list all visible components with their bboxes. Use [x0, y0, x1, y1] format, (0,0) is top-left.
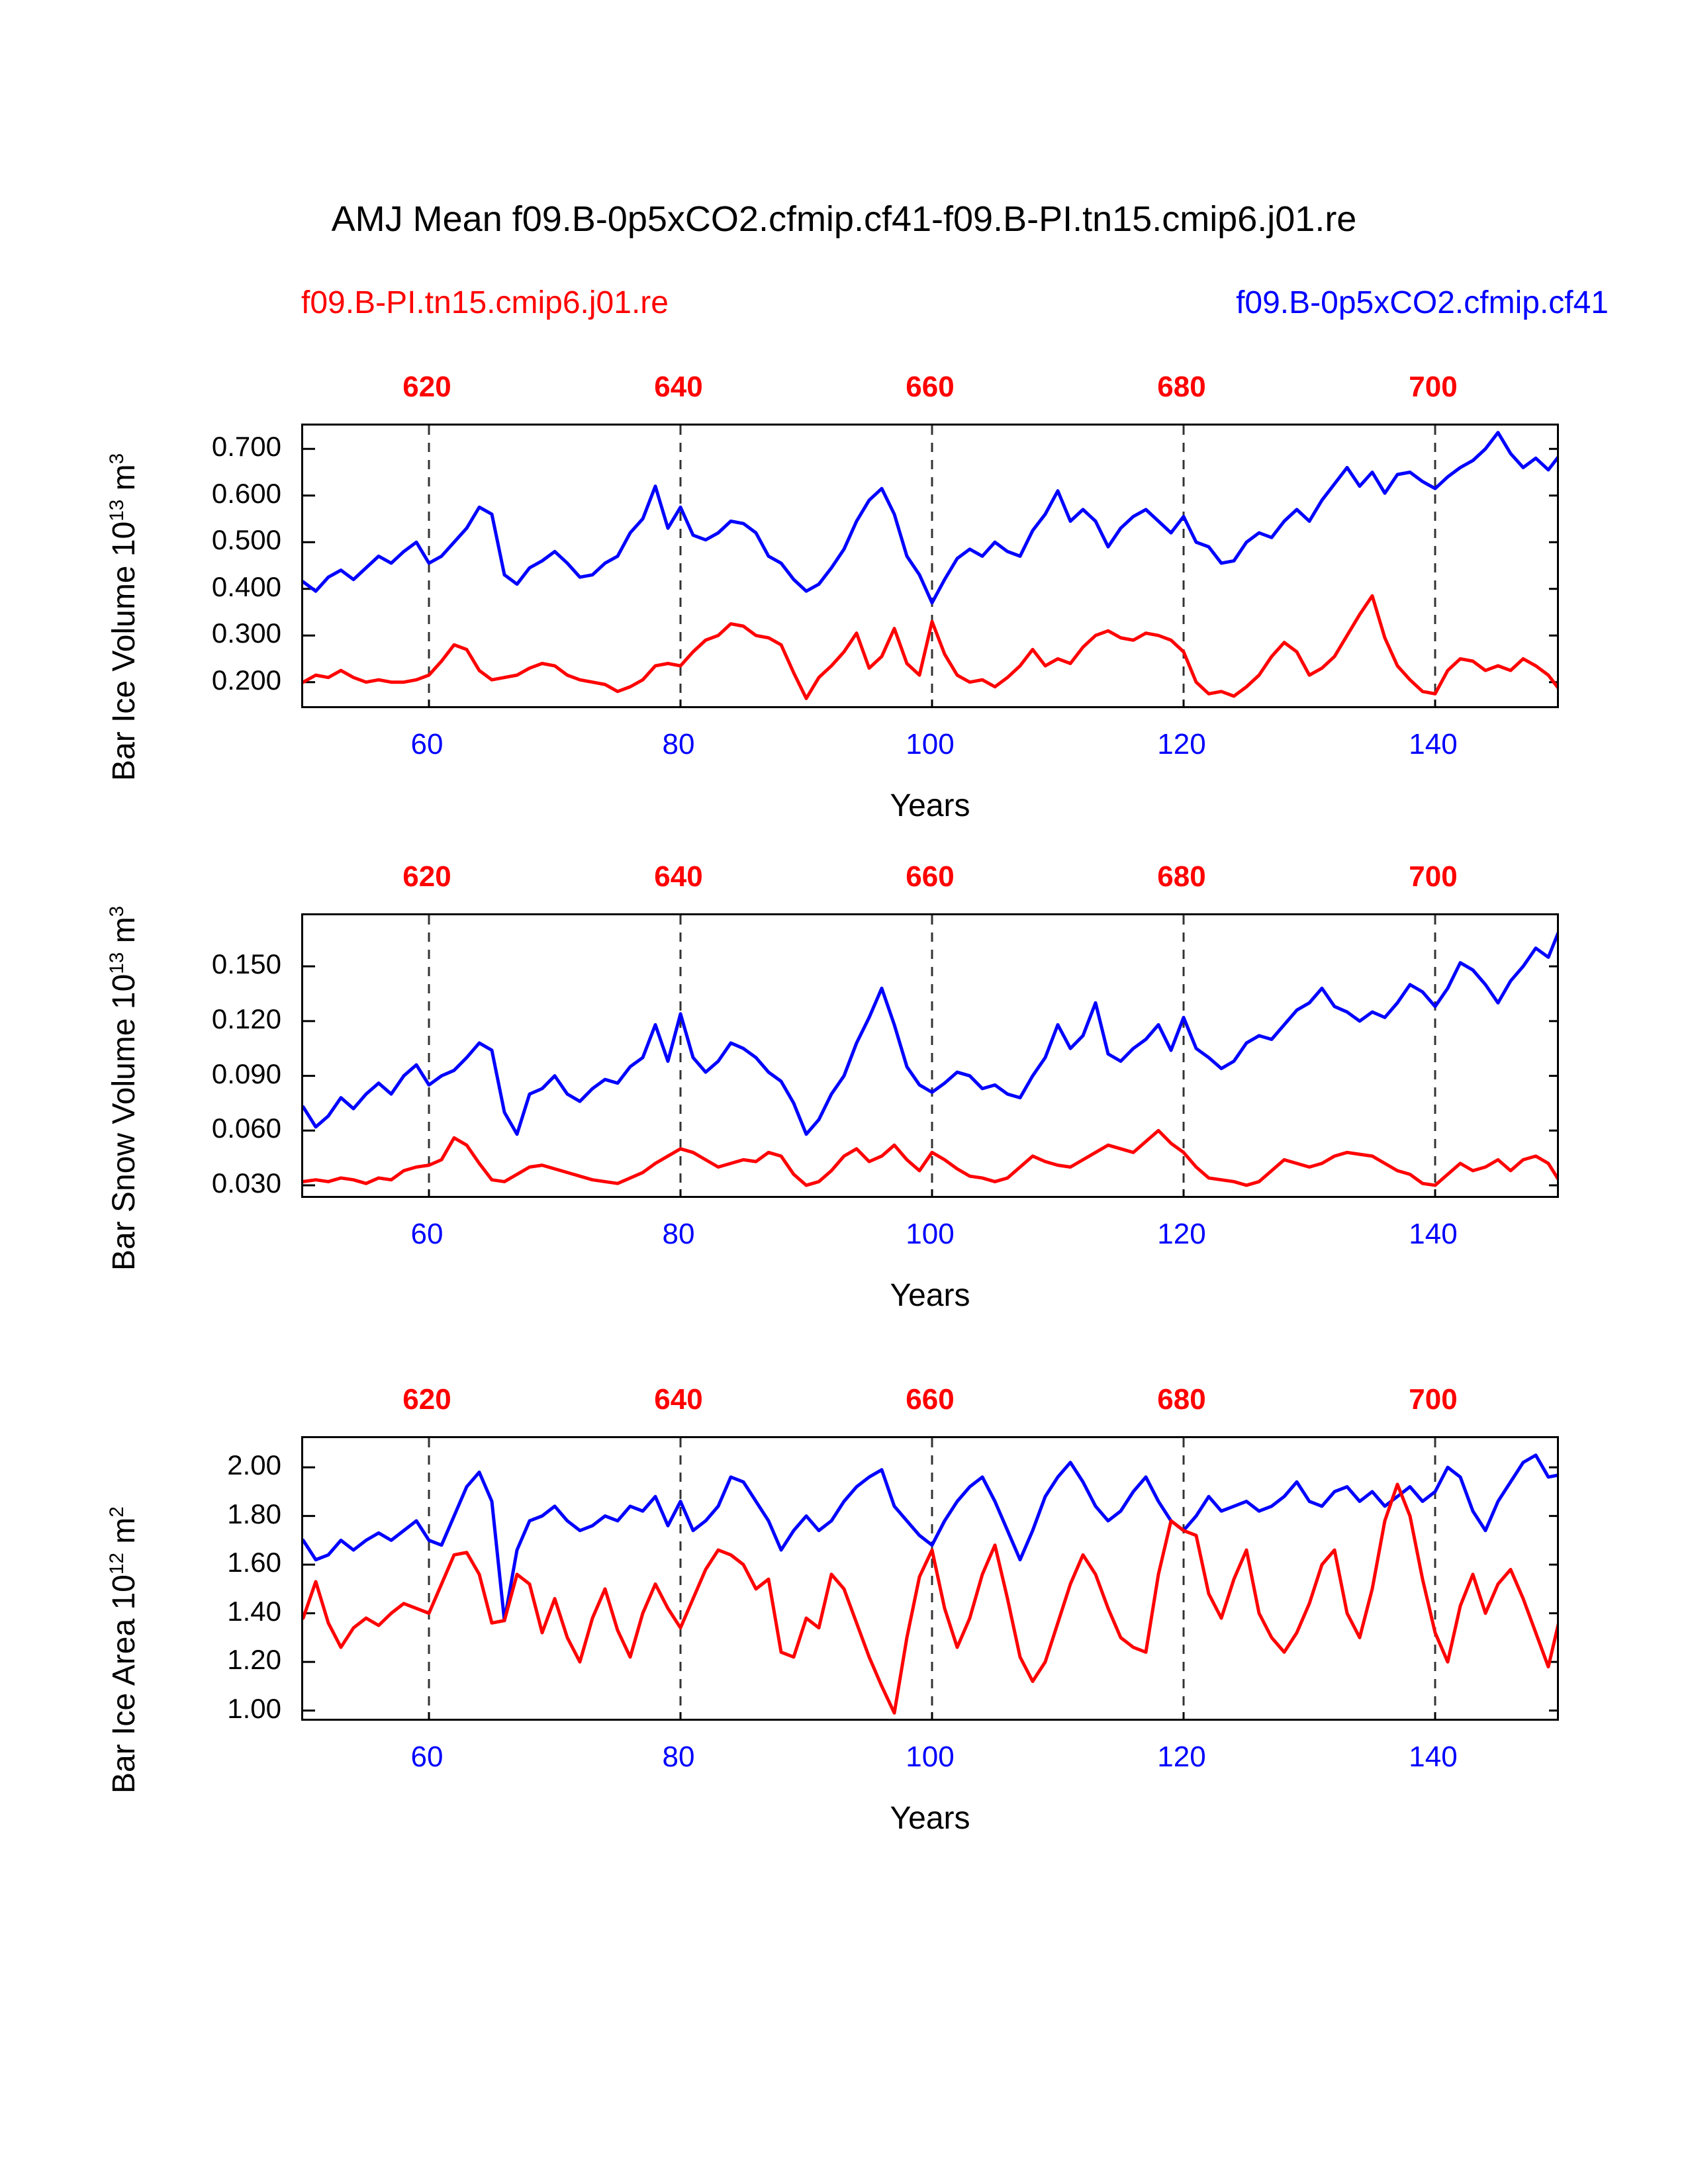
bottom-axis-tick-label: 120 [1157, 1218, 1206, 1250]
y-axis-title: Bar Ice Area $10^{12}$ $m^2$ [106, 1506, 142, 1794]
plot-area [301, 1436, 1559, 1721]
page-title: AMJ Mean f09.B-0p5xCO2.cfmip.cf41-f09.B-PI.tn15.cmip6.j01.re [331, 199, 1357, 239]
y-axis-tick-label: 0.060 [211, 1113, 281, 1144]
x-axis-title: Years [890, 1278, 970, 1313]
legend-label-red: f09.B-PI.tn15.cmip6.j01.re [301, 285, 669, 320]
top-axis-tick-label: 660 [906, 1383, 955, 1416]
top-axis-tick-label: 700 [1409, 860, 1458, 893]
x-axis-title: Years [890, 788, 970, 823]
bottom-axis-tick-label: 120 [1157, 728, 1206, 760]
bottom-axis-tick-label: 140 [1409, 1741, 1458, 1773]
bottom-axis-tick-label: 80 [662, 1218, 695, 1250]
y-axis-tick-label: 0.090 [211, 1058, 281, 1089]
top-axis-tick-label: 680 [1157, 371, 1206, 403]
top-axis-tick-label: 660 [906, 371, 955, 403]
bottom-axis-tick-label: 140 [1409, 1218, 1458, 1250]
top-axis-tick-label: 700 [1409, 1383, 1458, 1416]
bottom-axis-tick-label: 60 [410, 1218, 444, 1250]
top-axis-tick-label: 640 [654, 860, 703, 893]
y-axis-tick-label: 1.20 [227, 1644, 281, 1676]
top-axis-tick-label: 620 [402, 1383, 451, 1416]
top-axis-tick-label: 700 [1409, 371, 1458, 403]
y-axis-tick-label: 1.00 [227, 1692, 281, 1724]
plot-area [301, 913, 1559, 1198]
bottom-axis-tick-label: 80 [662, 1741, 695, 1773]
y-axis-tick-label: 1.80 [227, 1498, 281, 1529]
y-axis-tick-label: 2.00 [227, 1449, 281, 1481]
bottom-axis-tick-label: 100 [906, 728, 955, 760]
y-axis-title: Bar Ice Volume $10^{13}$ $m^3$ [106, 453, 142, 781]
top-axis-tick-label: 640 [654, 371, 703, 403]
bottom-axis-tick-label: 100 [906, 1741, 955, 1773]
y-axis-tick-label: 1.60 [227, 1547, 281, 1578]
y-axis-tick-label: 0.030 [211, 1167, 281, 1199]
top-axis-tick-label: 680 [1157, 860, 1206, 893]
legend-label-blue: f09.B-0p5xCO2.cfmip.cf41 [1236, 285, 1609, 320]
bottom-axis-tick-label: 140 [1409, 728, 1458, 760]
data-series-line [303, 596, 1559, 698]
bottom-axis-tick-label: 60 [410, 1741, 444, 1773]
y-axis-tick-label: 0.150 [211, 948, 281, 980]
y-axis-tick-label: 0.120 [211, 1003, 281, 1034]
y-axis-tick-label: 0.600 [211, 477, 281, 509]
bottom-axis-tick-label: 120 [1157, 1741, 1206, 1773]
y-axis-tick-label: 1.40 [227, 1595, 281, 1627]
top-axis-tick-label: 620 [402, 860, 451, 893]
top-axis-tick-label: 660 [906, 860, 955, 893]
top-axis-tick-label: 640 [654, 1383, 703, 1416]
y-axis-title: Bar Snow Volume $10^{13}$ $m^3$ [106, 905, 142, 1271]
bottom-axis-tick-label: 60 [410, 728, 444, 760]
y-axis-tick-label: 0.300 [211, 617, 281, 649]
bottom-axis-tick-label: 100 [906, 1218, 955, 1250]
y-axis-tick-label: 0.200 [211, 664, 281, 696]
y-axis-tick-label: 0.700 [211, 431, 281, 463]
y-axis-tick-label: 0.400 [211, 570, 281, 602]
top-axis-tick-label: 620 [402, 371, 451, 403]
x-axis-title: Years [890, 1801, 970, 1836]
top-axis-tick-label: 680 [1157, 1383, 1206, 1416]
bottom-axis-tick-label: 80 [662, 728, 695, 760]
y-axis-tick-label: 0.500 [211, 524, 281, 556]
